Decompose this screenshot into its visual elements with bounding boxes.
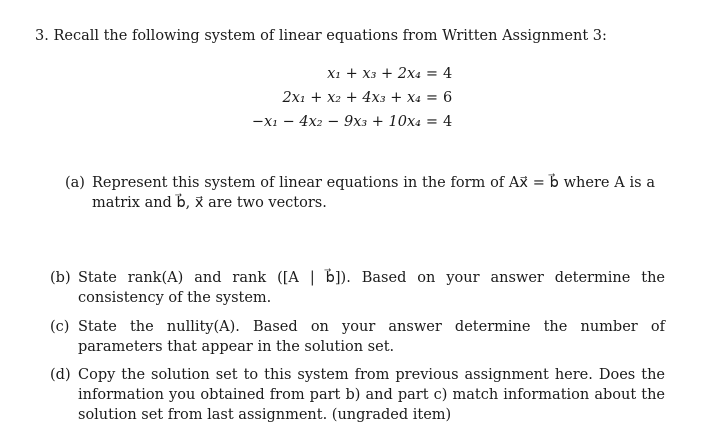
part-a-text: Represent this system of linear equations in the form of Ax⃗ = b⃗ where A is a matrix and b⃗, x⃗ are two vectors.: [92, 175, 655, 211]
equals-sign: =: [425, 90, 439, 106]
equation-rhs: 4: [443, 66, 453, 82]
equation-rhs: 4: [443, 114, 453, 130]
part-d-label: (d): [50, 367, 71, 383]
part-c-text: State the nullity(A). Based on your answer determine the number of parameters that appear in the solution set.: [78, 319, 665, 355]
equation-lhs: x₁ + x₃ + 2x₄: [327, 66, 421, 82]
equation-lhs: −x₁ − 4x₂ − 9x₃ + 10x₄: [251, 114, 421, 130]
part-a: [65, 173, 655, 213]
part-b: [50, 268, 665, 308]
part-b-label: (b): [50, 270, 71, 286]
equation-system: [0, 62, 704, 134]
part-c: [50, 317, 665, 357]
part-b-text: State rank(A) and rank ([A | b⃗]). Based on your answer determine the consistency of the system.: [78, 270, 665, 306]
part-d-text: Copy the solution set to this system from previous assignment here. Does the information you obtained from part b) and part c) match information about the solution set from last assignment. (ungraded item): [78, 367, 665, 423]
part-c-label: (c): [50, 319, 70, 335]
problem-heading: 3. Recall the following system of linear equations from Written Assignment 3:: [35, 28, 607, 44]
equation-rhs: 6: [443, 90, 453, 106]
equals-sign: =: [425, 66, 439, 82]
equation-row: [0, 62, 704, 86]
equation-row: [0, 86, 704, 110]
equation-row: [0, 110, 704, 134]
part-d: [50, 365, 665, 425]
equation-lhs: 2x₁ + x₂ + 4x₃ + x₄: [282, 90, 421, 106]
part-a-label: (a): [65, 175, 85, 191]
equals-sign: =: [425, 114, 439, 130]
